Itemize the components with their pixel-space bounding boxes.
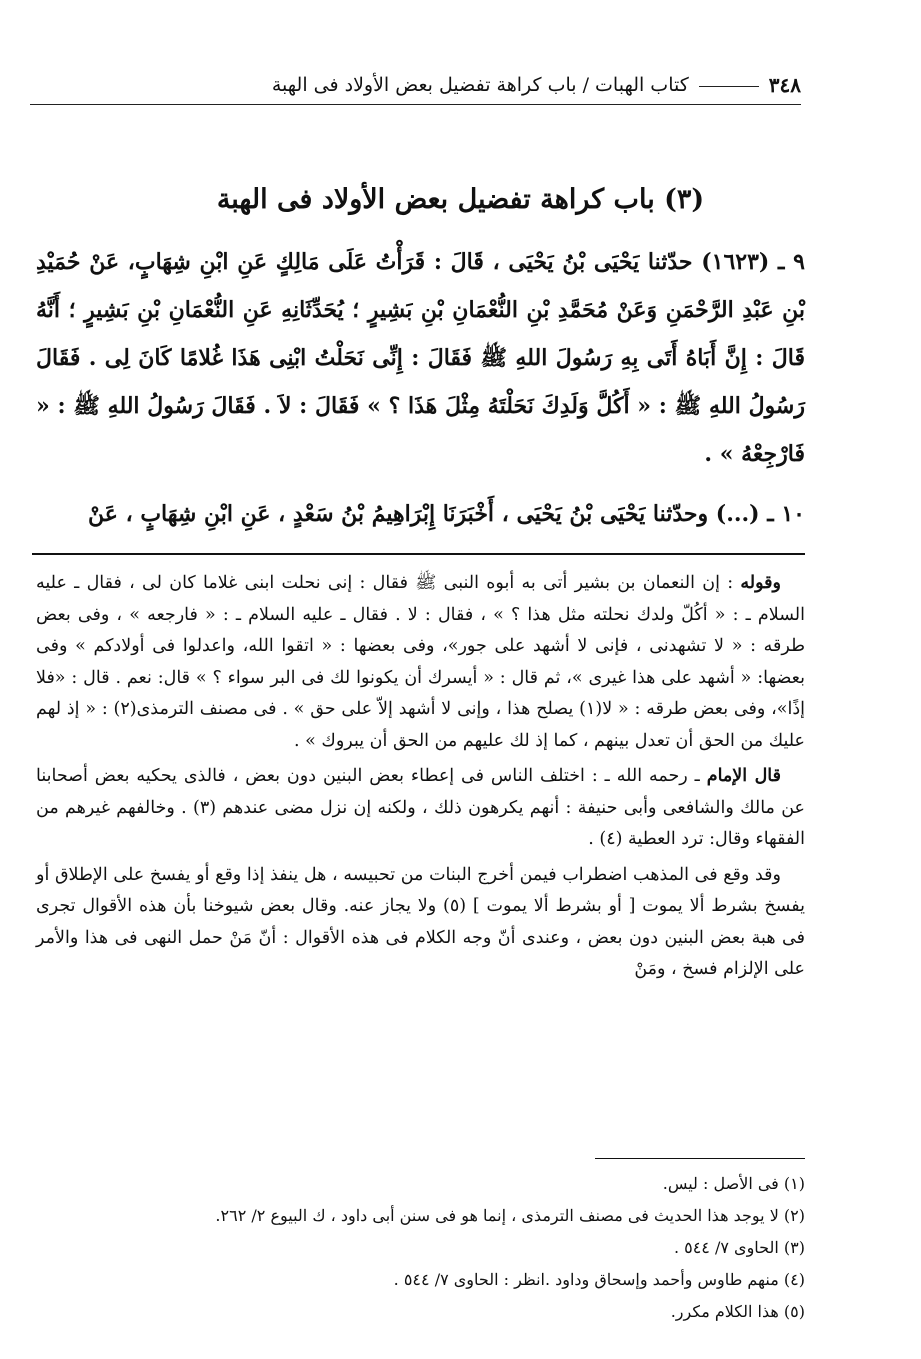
footnote: (١) فى الأصل : ليس. xyxy=(662,1174,805,1193)
footnote-divider xyxy=(595,1158,805,1159)
text-divider xyxy=(32,553,805,555)
paragraph-lead: وقوله xyxy=(740,573,781,593)
footnotes xyxy=(36,1168,805,1328)
footnote: (٢) لا يوجد هذا الحديث فى مصنف الترمذى ، إنما هو فى سنن أبى داود ، ك البيوع ٢/ ٢٦٢. xyxy=(215,1206,805,1225)
footnote: (٥) هذا الكلام مكرر. xyxy=(670,1302,805,1321)
running-title: كتاب الهبات / باب كراهة تفضيل بعض الأولاد فى الهبة xyxy=(271,74,689,96)
footnote: (٣) الحاوى ٧/ ٥٤٤ . xyxy=(673,1238,805,1257)
paragraph-lead: قال الإمام xyxy=(706,766,781,786)
running-header xyxy=(30,70,801,105)
paragraph-text: وقد وقع فى المذهب اضطراب فيمن أخرج البنات من تحبيسه ، هل ينفذ إذا وقع أو يفسخ على الإطلاق أو يفسخ بشرط ألا يموت [ أو بشرط ألا يموت ] (٥) ولا يجاز عنه. وقال بعض شيوخنا بأن هذه الأقوال تجرى فى هبة بعض البنين دون بعض ، وعندى أنّ وجه الكلام فى هذه الأقوال : أنّ مَنْ حمل النهى فى هذا والأمر على الإلزام فسخ ، ومَنْ xyxy=(36,864,805,979)
header-dash xyxy=(699,86,759,87)
commentary-paragraph xyxy=(36,568,805,757)
commentary-paragraph xyxy=(36,761,805,856)
paragraph-text: : إن النعمان بن بشير أتى به أبوه النبى ﷺ فقال : إنى نحلت ابنى غلاما كان لى ، فقال ـ عليه السلام ـ : « أكُلّ ولدك نحلته مثل هذا ؟ » ، فقال : لا . فقال ـ عليه السلام ـ : « فارجعه » ، وفى بعض طرقه : « لا تشهدنى ، فإنى لا أشهد على جور»، وفى بعضها : « اتقوا الله، واعدلوا فى أولادكم » وفى بعضها: « أشهد على هذا غيرى »، ثم قال : « أيسرك أن يكونوا لك فى البر سواء ؟ » قال: نعم . قال : «فلا إذًا»، وفى بعض طرقه : « لا(١) يصلح هذا ، وإنى لا أشهد إلاّ على حق » . فى مصنف الترمذى(٢) : « إذ لهم عليك من الحق أن تعدل بينهم ، كما إذ لك عليهم من الحق أن يبروك » . xyxy=(36,573,805,751)
commentary-paragraph xyxy=(36,860,805,986)
commentary xyxy=(36,568,805,986)
hadith-10: ١٠ ـ (...) وحدّثنا يَحْيَى بْنُ يَحْيَى ، أَخْبَرَنَا إِبْرَاهِيمُ بْنُ سَعْدٍ ، عَنِ ابْنِ شِهَابٍ ، عَنْ xyxy=(88,501,805,527)
paragraph-text: ـ رحمه الله ـ : اختلف الناس فى إعطاء بعض البنين دون بعض ، فالذى يحكيه بعض أصحابنا عن مالك والشافعى وأبى حنيفة : أنهم يكرهون ذلك ، ولكنه إن نزل مضى عندهم (٣) . وخالفهم غيرهم من الفقهاء وقال: ترد العطية (٤) . xyxy=(36,766,805,849)
chapter-title: (٣) باب كراهة تفضيل بعض الأولاد فى الهبة xyxy=(216,184,705,215)
page-number: ٣٤٨ xyxy=(768,73,801,97)
footnote: (٤) منهم طاوس وأحمد وإسحاق وداود .انظر : الحاوى ٧/ ٥٤٤ . xyxy=(393,1270,805,1289)
hadith-9: ٩ ـ (١٦٢٣) حدّثنا يَحْيَى بْنُ يَحْيَى ، قَالَ : قَرَأْتُ عَلَى مَالِكٍ عَنِ ابْنِ شِهَابٍ، عَنْ حُمَيْدِ بْنِ عَبْدِ الرَّحْمَنِ وَعَنْ مُحَمَّدِ بْنِ النُّعْمَانِ بْنِ بَشِيرٍ ؛ يُحَدِّثَانِهِ عَنِ النُّعْمَانِ بْنِ بَشِيرٍ ؛ أَنَّهُ قَالَ : إِنَّ أَبَاهُ أَتَى بِهِ رَسُولَ اللهِ ﷺ فَقَالَ : إِنِّى نَحَلْتُ ابْنِى هَذَا غُلامًا كَانَ لِى . فَقَالَ رَسُولُ اللهِ ﷺ : « أَكُلَّ وَلَدِكَ نَحَلْتَهُ مِثْلَ هَذَا ؟ » فَقَالَ : لاَ . فَقَالَ رَسُولُ اللهِ ﷺ : « فَارْجِعْهُ » . xyxy=(36,249,805,467)
